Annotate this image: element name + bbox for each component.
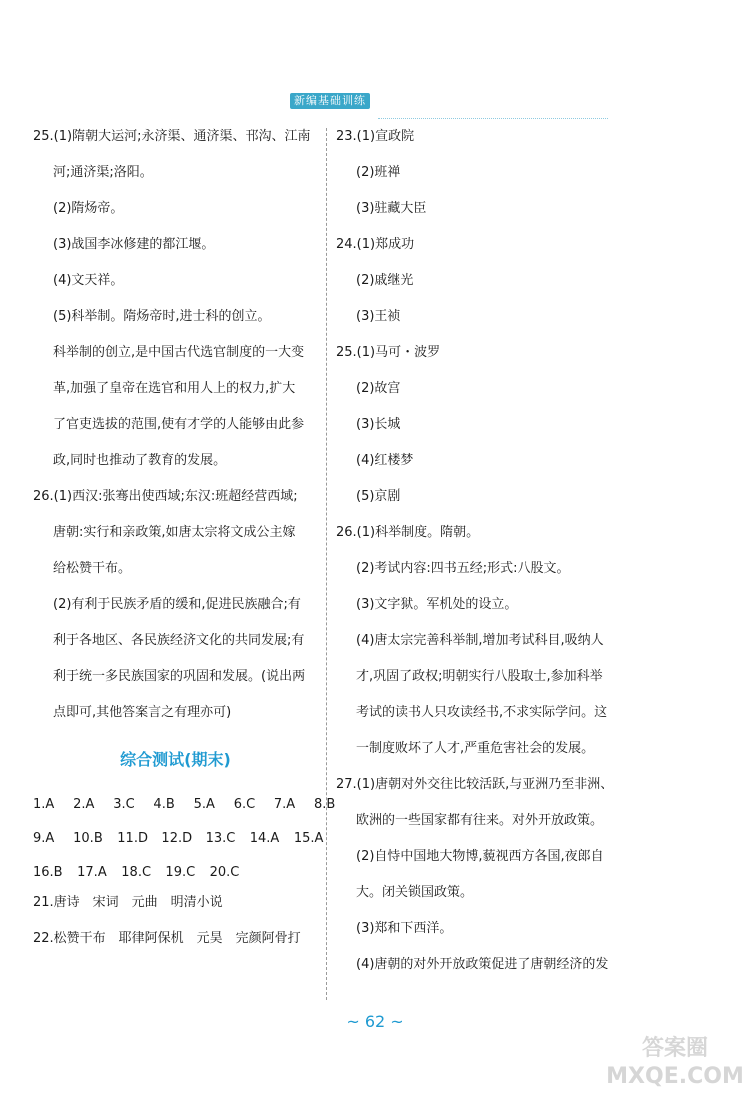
mc-row [33,788,336,822]
answer-line: (5)京剧 [356,489,401,504]
q26-block [33,488,318,730]
q25-block [33,128,318,478]
answer-line: (3)王祯 [356,309,401,324]
answer-line: 给松赞干布。 [53,561,132,576]
answer-line: (2)戚继光 [356,273,414,288]
answer-line: (3)驻藏大臣 [356,201,427,216]
mc-answer: 19.C [165,865,196,880]
answer-line: 21.唐诗 宋词 元曲 明清小说 [33,895,223,910]
answer-line: 27.(1)唐朝对外交往比较活跃,与亚洲乃至非洲、 [336,777,614,792]
mc-answer: 7.A [273,797,296,812]
watermark-text: 答案圈 [641,1036,708,1061]
mc-answer: 11.D [117,831,148,846]
watermark-logo [605,1035,745,1095]
mc-answer: 15.A [293,831,324,846]
mc-row [33,856,318,890]
answer-line: 26.(1)科举制度。隋朝。 [336,525,480,540]
page-number: ~ 62 ~ [346,1012,404,1031]
header-badge: 新编基础训练 [290,93,370,109]
mc-answer: 12.D [161,831,193,846]
answer-line: (2)考试内容:四书五经;形式:八股文。 [356,561,570,576]
answer-line: 点即可,其他答案言之有理亦可) [53,705,232,720]
answer-line: 23.(1)宣政院 [336,129,415,144]
answer-line: (3)文字狱。军机处的设立。 [356,597,518,612]
answer-line: 24.(1)郑成功 [336,237,415,252]
answer-line: (5)科举制。隋炀帝时,进士科的创立。 [53,309,271,324]
answer-line: (4)唐太宗完善科举制,增加考试科目,吸纳人 [356,633,604,648]
answer-line: 25.(1)马可・波罗 [336,345,441,360]
mc-answer: 6.C [233,797,256,812]
mc-answer: 8.B [313,797,336,812]
q24-block [336,236,626,334]
mc-answer: 2.A [73,797,95,812]
q26-block-right [336,524,626,766]
answer-line: (3)长城 [356,417,401,432]
header-rule [378,118,608,119]
mc-answer: 4.B [153,797,175,812]
mc-answer: 1.A [33,797,55,812]
answer-line: (2)有利于民族矛盾的缓和,促进民族融合;有 [53,597,301,612]
answer-line: 利于统一多民族国家的巩固和发展。(说出两 [53,669,306,684]
mc-row [33,822,324,856]
mc-answer: 20.C [209,865,240,880]
answer-line: (4)红楼梦 [356,453,414,468]
q25-block-right [336,344,626,514]
answer-line: 唐朝:实行和亲政策,如唐太宗将文成公主嫁 [53,525,296,540]
column-divider [326,128,327,1000]
answer-line: 25.(1)隋朝大运河;永济渠、通济渠、邗沟、江南 [33,129,311,144]
right-column [336,128,626,992]
left-column [33,128,336,966]
answer-line: 22.松赞干布 耶律阿保机 元昊 完颜阿骨打 [33,931,301,946]
mc-answer: 9.A [33,831,55,846]
answer-line: (2)自恃中国地大物博,藐视西方各国,夜郎自 [356,849,604,864]
mc-answer: 17.A [77,865,107,880]
answer-line: (4)唐朝的对外开放政策促进了唐朝经济的发 [356,957,609,972]
answer-line: (4)文天祥。 [53,273,124,288]
mc-answer: 13.C [205,831,236,846]
mc-answer: 5.A [193,797,215,812]
answer-line: (2)故宫 [356,381,401,396]
answer-line: 26.(1)西汉:张骞出使西域;东汉:班超经营西域; [33,489,298,504]
mc-answer: 14.A [249,831,280,846]
mc-answer: 10.B [73,831,103,846]
answer-line: 欧洲的一些国家都有往来。对外开放政策。 [356,813,604,828]
mc-answer: 18.C [121,865,152,880]
answer-line: (2)隋炀帝。 [53,201,124,216]
answer-line: 一制度败坏了人才,严重危害社会的发展。 [356,741,595,756]
answer-line: 了官吏选拔的范围,使有才学的人能够由此参 [53,417,305,432]
answer-line: 大。闭关锁国政策。 [356,885,474,900]
watermark-url: MXQE.COM [606,1064,744,1089]
mc-answer: 16.B [33,865,63,880]
answer-line: 革,加强了皇帝在选官和用人上的权力,扩大 [53,381,296,396]
q27-block [336,776,626,982]
answer-line: (3)战国李冰修建的都江堰。 [53,237,215,252]
answer-line: 科举制的创立,是中国古代选官制度的一大变 [53,345,305,360]
answer-line: 河;通济渠;洛阳。 [53,165,153,180]
answer-line: (3)郑和下西洋。 [356,921,453,936]
answer-line: 利于各地区、各民族经济文化的共同发展;有 [53,633,305,648]
q23-block [336,128,626,226]
answer-line: (2)班禅 [356,165,401,180]
answer-line: 政,同时也推动了教育的发展。 [53,453,227,468]
answer-line: 考试的读书人只攻读经书,不求实际学问。这 [356,705,608,720]
mc-answer: 3.C [113,797,135,812]
section-title: 综合测试(期末) [120,750,231,769]
answer-line: 才,巩固了政权;明朝实行八股取士,参加科举 [356,669,603,684]
